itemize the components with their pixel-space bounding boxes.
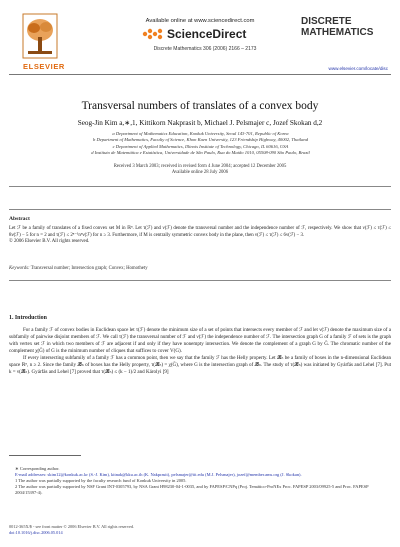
footnote-2: 2 The author was partially supported by NSF Grant INT-0305793, by NSA Grant H98230-04-1-0035, and by FAPESP/CNPq (Proj. Temático-ProNEx Proc. FAPESP 2003/09925-5 and Proc. FAPESP 2004/15397-4). bbox=[15, 484, 369, 495]
publisher-name: ELSEVIER bbox=[23, 62, 65, 71]
abstract-bottom-rule bbox=[9, 280, 391, 281]
copyright-footer bbox=[9, 524, 391, 536]
publisher-header bbox=[0, 0, 400, 82]
journal-title bbox=[301, 16, 386, 38]
title-divider bbox=[9, 186, 391, 187]
footnote-emails[interactable]: E-mail addresses: skim12@konkuk.ac.kr (S.-J. Kim), kitnak@kku.ac.th (K. Nakprasit), pelsmajer@iit.edu (M.J. Pelsmajer), jozef@member.ams.org (J. Skokan). bbox=[15, 472, 302, 477]
article-dates bbox=[0, 164, 400, 177]
available-online-text: Available online at www.sciencedirect.com bbox=[145, 18, 255, 24]
affiliation-d: d Instituto de Matemática e Estatística, Universidade de São Paulo, Rua do Matão 1010, 05508-090 São Paulo, Brazil bbox=[91, 149, 310, 155]
author-list: Seog-Jin Kim a,∗,1, Kittikorn Nakprasit b, Michael J. Pelsmajer c, Jozef Skokan d,2 bbox=[77, 119, 323, 127]
article-title: Transversal numbers of translates of a convex body bbox=[81, 100, 319, 112]
intro-paragraph-2: If every intersecting subfamily of a family ℱ has a common point, then we say that the family ℱ has the Helly property. Let 𝓑ₙ be a family of boxes in the n-dimensional Euclidean space ℝⁿ, n ≥ 2. Since the family 𝓑ₙ of boxes has the Helly property, τ(𝓑ₙ) = χ(Ḡ), where G is the intersection graph of 𝓑ₙ. The study of τ(𝓑ₙ) was initiated by Gyárfás and Lehel [7]. Put k = ν(𝓑ₙ). Gyárfás and Lehel [7] proved that τ(𝓑ₙ) ≤ (k − 1)/2 and Károlyi [9] bbox=[9, 355, 391, 376]
sciencedirect-wordmark: ScienceDirect bbox=[167, 27, 247, 41]
introduction-body bbox=[9, 327, 391, 376]
keywords bbox=[9, 266, 391, 271]
sciencedirect-brand bbox=[142, 25, 246, 43]
journal-url-link[interactable]: www.elsevier.com/locate/disc bbox=[328, 66, 388, 71]
available-date: Available online 28 July 2006 bbox=[171, 170, 229, 176]
abstract-copyright: © 2006 Elsevier B.V. All rights reserved. bbox=[9, 239, 90, 244]
affiliation-c: c Department of Applied Mathematics, Illinois Institute of Technology, Chicago, IL 60616, USA bbox=[112, 143, 289, 149]
footnote-rule bbox=[9, 455, 81, 456]
keywords-label: Keywords: bbox=[9, 266, 30, 271]
journal-title-line-1: DISCRETE bbox=[301, 16, 352, 27]
journal-reference: Discrete Mathematics 306 (2006) 2166 – 2173 bbox=[153, 46, 257, 52]
abstract-text: Let ℱ be a family of translates of a fixed convex set M in ℝⁿ. Let τ(ℱ) and ν(ℱ) denote the transversal number and the independence number of ℱ, respectively. We show that ν(ℱ) ≤ τ(ℱ) ≤ 8ν(ℱ) − 5 for n = 2 and τ(ℱ) ≤ 2ⁿ⁻¹nⁿν(ℱ) for n ≥ 3. Furthermore, if M is centrally symmetric convex body in the plane, then ν(ℱ) ≤ τ(ℱ) ≤ 6ν(ℱ) − 3. bbox=[9, 226, 391, 238]
intro-paragraph-1: For a family ℱ of convex bodies in Euclidean space let τ(ℱ) denote the minimum size of a set of points that intersects every member of ℱ and let ν(ℱ) denote the maximum size of a subfamily of pairwise disjoint members of ℱ. We call τ(ℱ) the transversal number of ℱ and ν(ℱ) the independence number of ℱ. The intersection graph G of a family ℱ of sets is the graph with vertex set ℱ in which two members of ℱ are adjacent if and only if they have nonempty intersection. We denote the complement of a graph G by Ḡ. The chromatic number of the complement χ(Ḡ) of G is the minimum number of cliques that suffices to cover V(G). bbox=[9, 327, 391, 355]
affiliation-b: b Department of Mathematics, Faculty of Science, Khon Kaen University, 123 Friendship Highway, 40002, Thailand bbox=[93, 137, 308, 143]
elsevier-tree-logo bbox=[22, 13, 58, 59]
journal-title-line-2: MATHEMATICS bbox=[301, 27, 374, 38]
footnotes bbox=[9, 466, 391, 496]
header-divider bbox=[9, 74, 391, 75]
affiliation-a: a Department of Mathematics Education, Konkuk University, Seoul 143-701, Republic of Korea bbox=[112, 131, 289, 136]
abstract-body bbox=[9, 226, 391, 246]
doi-link[interactable]: doi:10.1016/j.disc.2006.05.014 bbox=[9, 530, 63, 535]
sciencedirect-dots-icon bbox=[142, 27, 164, 41]
keywords-list: Transversal number; Intersection graph; Convex; Homothety bbox=[30, 266, 148, 271]
abstract-heading: Abstract bbox=[9, 216, 30, 222]
received-date: Received 3 March 2003; received in revised form 4 June 2004; accepted 12 December 2005 bbox=[113, 164, 287, 169]
footnote-corresponding: ∗ Corresponding author. bbox=[15, 466, 60, 471]
affiliations bbox=[38, 131, 363, 156]
issn-line: 0012-365X/$ - see front matter © 2006 Elsevier B.V. All rights reserved. bbox=[9, 524, 135, 529]
abstract-top-rule bbox=[9, 209, 391, 210]
footnote-1: 1 The author was partially supported by the faculty research fund of Konkuk University in 2005. bbox=[15, 478, 187, 483]
section-heading-introduction: 1. Introduction bbox=[9, 315, 47, 321]
